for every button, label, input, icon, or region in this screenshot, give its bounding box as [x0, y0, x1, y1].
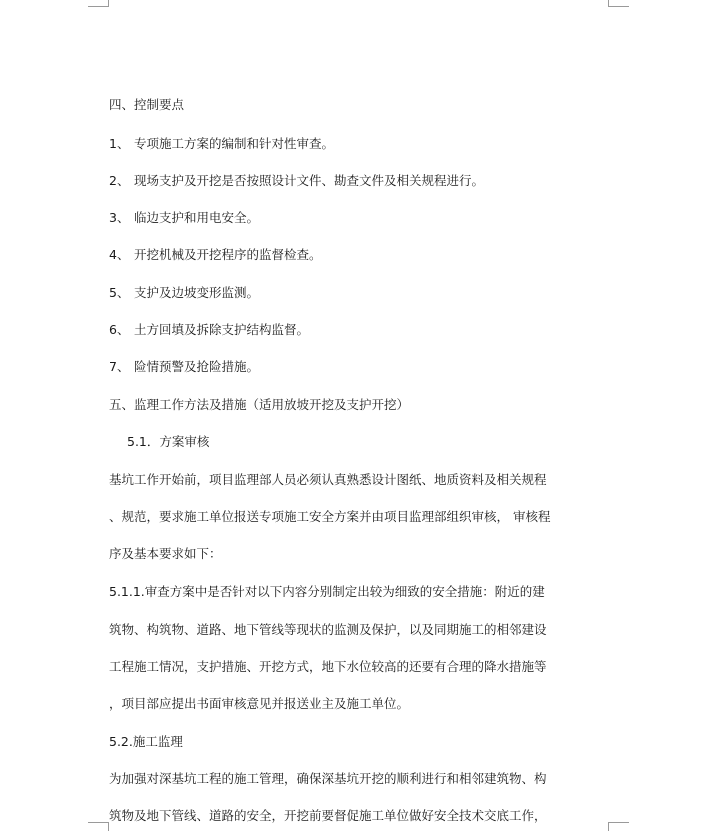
paragraph-line: 序及基本要求如下：: [109, 546, 222, 561]
list-item-number: 7、: [109, 359, 130, 374]
list-item: [109, 359, 259, 375]
list-item: [109, 285, 259, 301]
list-item-text: 临边支护和用电安全。: [134, 210, 260, 225]
list-item-number: 2、: [109, 173, 130, 188]
list-item-text: 支护及边坡变形监测。: [134, 285, 260, 300]
list-item-number: 4、: [109, 247, 130, 262]
list-item: [109, 247, 322, 263]
paragraph-line: ，项目部应提出书面审核意见并报送业主及施工单位。: [109, 696, 410, 711]
paragraph-line: 筑物及地下管线、道路的安全，开挖前要督促施工单位做好安全技术交底工作，: [109, 808, 547, 823]
paragraph-line: 筑物、构筑物、道路、地下管线等现状的监测及保护，以及同期施工的相邻建设: [109, 622, 547, 637]
paragraph-line: 工程施工情况，支护措施、开挖方式，地下水位较高的还要有合理的降水措施等: [109, 659, 547, 674]
list-item-text: 专项施工方案的编制和针对性审查。: [134, 136, 335, 151]
list-item: [109, 173, 484, 189]
list-item-text: 土方回填及拆除支护结构监督。: [134, 322, 310, 337]
paragraph-line: 、规范，要求施工单位报送专项施工安全方案并由项目监理部组织审核， 审核程: [109, 509, 551, 524]
list-item-number: 6、: [109, 322, 130, 337]
list-item-text: 现场支护及开挖是否按照设计文件、勘查文件及相关规程进行。: [134, 173, 485, 188]
list-item: [109, 210, 259, 226]
list-item-number: 1、: [109, 136, 130, 151]
list-item-text: 开挖机械及开挖程序的监督检查。: [134, 247, 322, 262]
list-item: [109, 136, 334, 152]
list-item-number: 3、: [109, 210, 130, 225]
list-item: [109, 322, 309, 338]
subsection-heading: 5.1．方案审核: [127, 434, 210, 449]
paragraph-line: 5.1.1.审查方案中是否针对以下内容分别制定出较为细致的安全措施：附近的建: [109, 584, 545, 599]
page-corner-mark: [88, 822, 109, 831]
list-item-number: 5、: [109, 285, 130, 300]
subsection-heading: 5.2.施工监理: [109, 734, 183, 749]
list-item-text: 险情预警及抢险措施。: [134, 359, 260, 374]
page-corner-mark: [608, 0, 629, 7]
page-corner-mark: [88, 0, 109, 7]
section-heading: 四、控制要点: [109, 97, 185, 112]
page-corner-mark: [608, 822, 629, 831]
paragraph-line: 基坑工作开始前，项目监理部人员必须认真熟悉设计图纸、地质资料及相关规程: [109, 472, 547, 487]
section-heading: 五、监理工作方法及措施（适用放坡开挖及支护开挖）: [109, 397, 410, 412]
paragraph-line: 为加强对深基坑工程的施工管理，确保深基坑开挖的顺利进行和相邻建筑物、构: [109, 771, 547, 786]
